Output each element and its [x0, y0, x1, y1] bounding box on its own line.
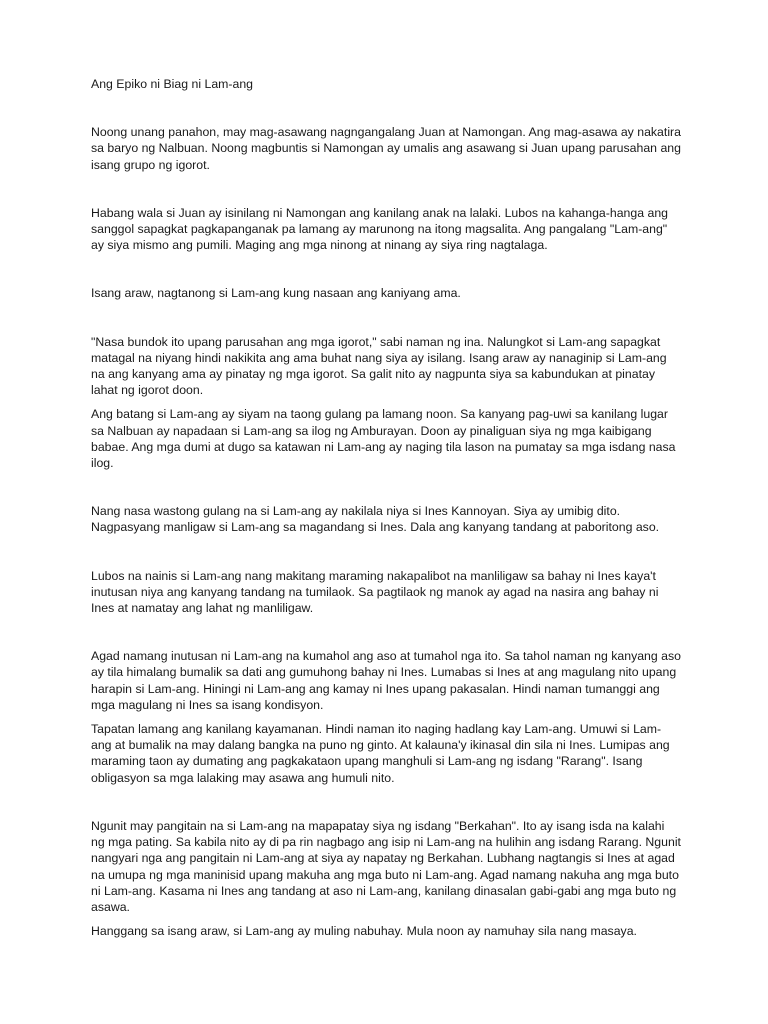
paragraph: Isang araw, nagtanong si Lam-ang kung nasaan ang kaniyang ama.	[91, 286, 461, 301]
paragraph: Ngunit may pangitain na si Lam-ang na mapapatay siya ng isdang "Berkahan". Ito ay isang isda na kalahi ng mga pating. Sa kabila nito ay di pa rin nagbago ang isip ni Lam-ang na hulihin ang isdang Rarang. Ngunit nangyari nga ang pangitain ni Lam-ang at siya ay napatay ng Berkahan. Lubhang nagtangis si Ines at agad na umupa ng mga maninisid upang makuha ang mga buto ni Lam-ang. Agad namang nakuha ang mga buto ni Lam-ang. Kasama ni Ines ang tandang at aso ni Lam-ang, kanilang dinasalan gabi-gabi ang mga buto ng asawa.	[91, 818, 681, 914]
paragraph: Agad namang inutusan ni Lam-ang na kumahol ang aso at tumahol nga ito. Sa tahol naman ng kanyang aso ay tila himalang bumalik sa dati ang gumuhong bahay ni Ines. Lumabas si Ines at ang magulang nito upang harapin si Lam-ang. Hiningi ni Lam-ang ang kamay ni Ines upang pakasalan. Hindi naman tumanggi ang mga magulang ni Ines sa isang kondisyon.	[91, 649, 681, 712]
paragraph: Noong unang panahon, may mag-asawang nagngangalang Juan at Namongan. Ang mag-asawa ay nakatira sa baryo ng Nalbuan. Noong magbuntis si Namongan ay umalis ang asawang si Juan upang parusahan ang isang grupo ng igorot.	[91, 125, 681, 172]
paragraph: Habang wala si Juan ay isinilang ni Namongan ang kanilang anak na lalaki. Lubos na kahanga-hanga ang sanggol sapagkat pagkapanganak pa lamang ay marunong na itong magsalita. Ang pangalang "Lam-ang" ay siya mismo ang pumili. Maging ang mga ninong at ninang ay siya ring nagtalaga.	[91, 205, 668, 253]
paragraph: Ang batang si Lam-ang ay siyam na taong gulang pa lamang noon. Sa kanyang pag-uwi sa kanilang lugar sa Nalbuan ay napadaan si Lam-ang sa ilog ng Amburayan. Doon ay pinaliguan siya ng mga kaibigang babae. Ang mga dumi at dugo sa katawan ni Lam-ang ay naging tila lason na pumatay sa mga isdang nasa ilog.	[91, 407, 676, 471]
paragraph: Hanggang sa isang araw, si Lam-ang ay muling nabuhay. Mula noon ay namuhay sila nang masaya.	[91, 924, 637, 939]
document-page	[91, 76, 681, 939]
paragraph: Tapatan lamang ang kanilang kayamanan. Hindi naman ito naging hadlang kay Lam-ang. Umuwi si Lam-ang at bumalik na may dalang bangka na puno ng ginto. At kalauna'y ikinasal din sila ni Ines. Lumipas ang maraming taon ay dumating ang pagkakataon upang manghuli si Lam-ang ng isdang "Rarang". Isang obligasyon sa mga lalaking may asawa ang humuli nito.	[91, 722, 670, 785]
paragraph: Lubos na nainis si Lam-ang nang makitang maraming nakapalibot na manliligaw sa bahay ni Ines kaya't inutusan niya ang kanyang tandang na tumilaok. Sa pagtilaok ng manok ay agad na nasira ang bahay ni Ines at namatay ang lahat ng manliligaw.	[91, 568, 659, 616]
paragraph: "Nasa bundok ito upang parusahan ang mga igorot," sabi naman ng ina. Nalungkot si Lam-ang sapagkat matagal na niyang hindi nakikita ang ama buhat nang siya ay isilang. Isang araw ay nanaginip si Lam-ang na ang kanyang ama ay pinatay ng mga igorot. Sa galit nito ay nagpunta siya sa kabundukan at pinatay lahat ng igorot doon.	[91, 334, 667, 398]
document-title: Ang Epiko ni Biag ni Lam-ang	[91, 77, 254, 91]
paragraph: Nang nasa wastong gulang na si Lam-ang ay nakilala niya si Ines Kannoyan. Siya ay umibig dito. Nagpasyang manligaw si Lam-ang sa magandang si Ines. Dala ang kanyang tandang at paboritong aso.	[91, 504, 660, 535]
